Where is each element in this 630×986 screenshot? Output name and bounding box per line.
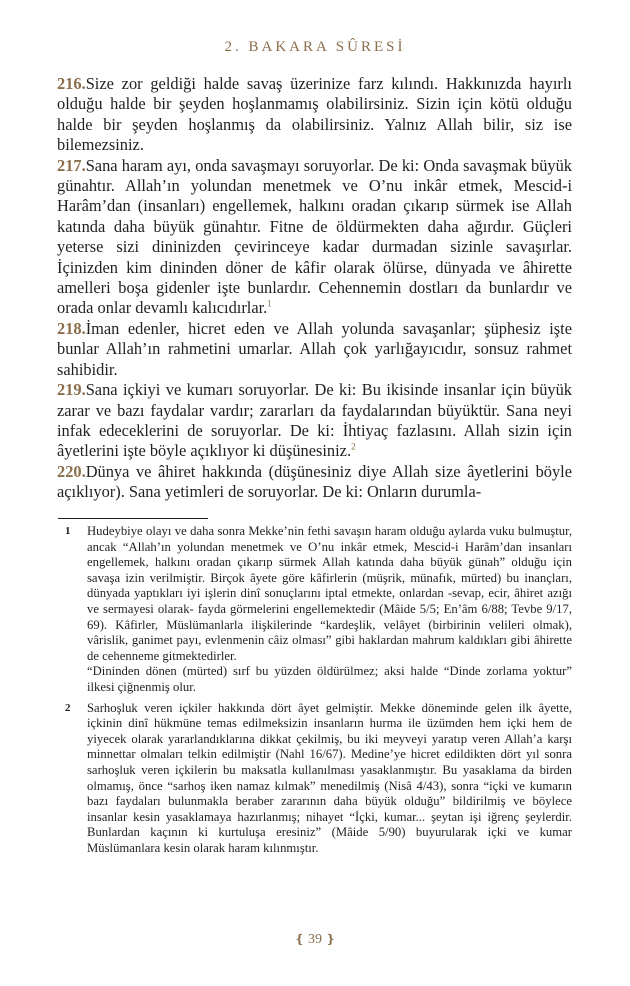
footnote-divider [58,518,208,519]
footnote-1 [57,524,572,696]
footnote-ref-2[interactable]: 2 [351,441,356,452]
footnote-ref-1[interactable]: 1 [267,299,272,309]
verse-number: 220. [57,461,86,481]
running-header: 2. BAKARA SÛRESİ [224,39,406,55]
verse-219 [57,380,572,462]
verse-218 [57,319,572,380]
ornament-left-icon: ❴ [294,932,305,946]
footnote-paragraph: “Dininden dönen (mürted) sırf bu yüzden öldürülmez; aksi halde “Dinde zorlama yoktur” ilkesi çiğnenmiş olur. [87,664,572,694]
footnote-number: 1 [65,525,71,537]
verse-text: Sana haram ayı, onda savaşmayı soruyorlar. De ki: Onda savaşmak büyük günahtır. Allah’ın yolundan menetmek ve O’nu inkâr etmek, Mescid-i Harâm’dan (insanları) engellemek, halkını oradan çıkarıp sürmek ise Allah katında daha büyük günahtır. Fitne de öldürmekten daha ağırdır. Güçleri yeterse sizi dininizden çevirinceye kadar durmadan sizinle savaşırlar. İçinizden kim dininden döner de kâfir olarak ölürse, dünyada ve âhirette amelleri boşa gidenler işte bunlardır. Cehennemin dostları da bunlardır ve orada onlar devamlı kalıcıdırlar. [57,155,572,318]
verse-220 [57,462,572,503]
verse-number: 218. [57,318,86,338]
verse-text-block [57,74,572,503]
verse-text: Sana içkiyi ve kumarı soruyorlar. De ki: Bu ikisinde insanlar için büyük zarar ve bazı faydalar vardır; zararları da faydalarından büyüktür. Sana neyi infak edeceklerini de soruyorlar. De ki: İhtiyaç fazlasını. Allah sizin için âyetlerini işte böyle açıklıyor ki düşünesiniz. [57,380,572,461]
footnotes-block [57,524,572,861]
verse-216 [57,74,572,156]
footnote-paragraph: Hudeybiye olayı ve daha sonra Mekke’nin fethi savaşın haram olduğu aylarda vuku bulmuştur, ancak “Allah’ın yolundan menetmek ve O’nu inkâr etmek, Mescid-i Harâm’dan insanları engellemek, halkını oradan çıkarıp sürmek Allah katında daha büyük günah” olduğu için savaşa izin verilmiştir. Birçok âyete göre kâfirlerin (müşrik, münafık, mürted) bu inançları, dünyada yaptıkları iyi işlerin dinî sonuçlarını iptal etmekte, onlardan -sevap, ecir, âhiret azığı ve sermayesi olarak- fayda görmelerini engellemektedir (Mâide 5/5; En’âm 6/88; Tevbe 9/17, 69). Kâfirler, Müslümanlarla ilişkilerinde “kardeşlik, velâyet (birbirinin velileri olmak), vârislik, ganimet payı, evlenmenin câiz olması” gibi haklardan mahrum kaldıkları gibi âhirette de cehenneme gitmektedirler. [87,524,572,663]
footnote-number: 2 [65,701,71,714]
verse-number: 217. [57,155,86,175]
verse-217 [57,156,572,319]
verse-text: Dünya ve âhiret hakkında (düşünesiniz diye Allah size âyetlerini böyle açıklıyor). Sana yetimleri de soruyorlar. De ki: Onların durumla- [57,461,572,502]
verse-number: 216. [57,74,86,93]
footnote-paragraph: Sarhoşluk veren içkiler hakkında dört âyet gelmiştir. Mekke döneminde gelen ilk âyette, içkinin dinî hükmüne temas edilmeksizin insanların hurma ile üzümden hem içki hem de yiyecek olarak yararlandıklarına dikkat çekilmiş, bu iki meyveyi yaratıp veren Allah’a karşı minnettar olmaları telkin edilmiştir (Nahl 16/67). Medine’ye hicret edildikten dört yıl sonra sarhoşluk veren içkilerin bu maksatla kullanılması yasaklanmıştır. Bu yasaklama da birden olmamış, önce “sarhoş iken namaz kılmak” menedilmiş (Nisâ 4/43), sonra “içki ve kumarın bazı faydaları bulunmakla beraber zararının daha büyük olduğu” bildirilmiş ve böylece insanlar kesin yasaklamaya hazırlanmış; nihayet “İçki, kumar... şeytan işi iğrenç şeylerdir. Bunlardan kaçının ki kurtuluşa eresiniz” (Mâide 5/90) buyurularak içki ve kumar Müslümanlara kesin olarak haram kılınmıştır. [87,700,572,855]
footnote-2 [57,701,572,857]
verse-text: Size zor geldiği halde savaş üzerinize farz kılındı. Hakkınızda hayırlı olduğu halde bir şeyden hoşlanmamış olabilirsiniz. Sizin için kötü olduğu halde bir şeyden hoşlanmış da olabilirsiniz. Yalnız Allah bilir, siz ise bilemezsiniz. [57,74,572,155]
ornament-right-icon: ❵ [325,932,336,946]
verse-number: 219. [57,380,86,400]
verse-text: İman edenler, hicret eden ve Allah yolunda savaşanlar; şüphesiz işte bunlar Allah’ın rahmetini umarlar. Allah çok yarlığayıcıdır, sonsuz rahmet sahibidir. [57,318,572,379]
page-number [0,932,630,948]
page-number-value: 39 [308,932,322,947]
